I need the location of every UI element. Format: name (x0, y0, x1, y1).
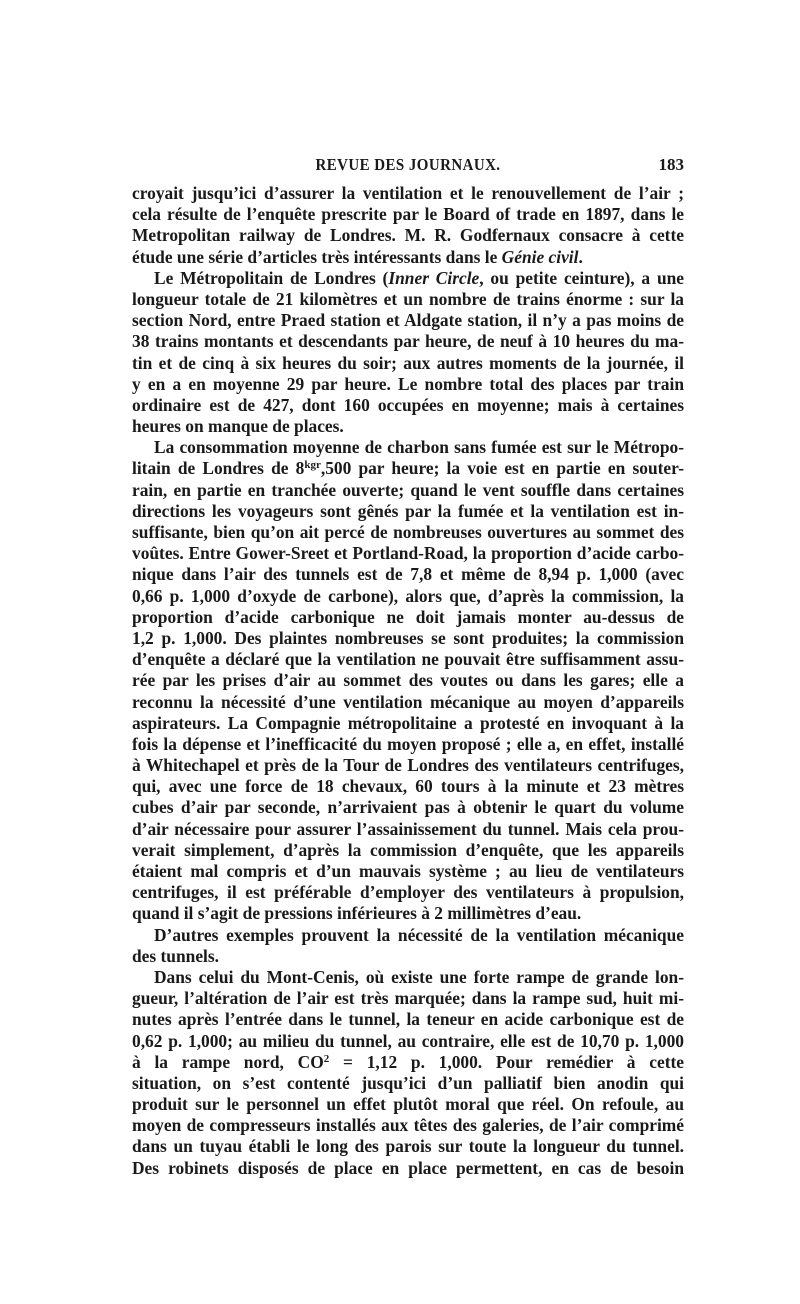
text-line: rée par les prises d’air au sommet des voutes ou dans les gares; elle a (132, 670, 684, 691)
text-line: 0,62 p. 1,000; au milieu du tunnel, au contraire, elle est de 10,70 p. 1,000 (132, 1030, 684, 1051)
text-line: D’autres exemples prouvent la nécessité de la ventilation mécanique (154, 924, 684, 945)
text-line: étude une série d’articles très intéressants dans le Génie civil. (132, 246, 583, 267)
text-line: d’air nécessaire pour assurer l’assainissement du tunnel. Mais cela prou- (132, 818, 684, 839)
text-line: ordinaire est de 427, dont 160 occupées en moyenne; mais à certaines (132, 394, 684, 415)
text-line: suffisante, bien qu’on ait percé de nombreuses ouvertures au sommet des (132, 522, 684, 542)
text-line: centrifuges, il est préférable d’employer des ventilateurs à propulsion, (132, 882, 684, 903)
text-line: des tunnels. (132, 945, 219, 966)
text-line: verait simplement, d’après la commission d’enquête, que les appareils (132, 839, 684, 860)
text-line: nutes après l’entrée dans le tunnel, la teneur en acide carbonique est de (132, 1009, 684, 1030)
text-line: produit sur le personnel un effet plutôt moral que réel. On refoule, au (132, 1094, 684, 1115)
page-header (132, 155, 684, 181)
text-line: situation, on s’est contenté jusqu’ici d’un palliatif bien anodin qui (132, 1072, 684, 1093)
text-line: reconnu la nécessité d’une ventilation mécanique au moyen d’appareils (132, 691, 684, 712)
text-line: tin et de cinq à six heures du soir; aux autres moments de la journée, il (132, 352, 684, 373)
text-line: 38 trains montants et descendants par heure, de neuf à 10 heures du ma- (132, 331, 684, 352)
text-line: rain, en partie en tranchée ouverte; quand le vent souffle dans certaines (132, 479, 684, 500)
page-number: 183 (658, 155, 684, 174)
text-line: dans un tuyau établi le long des parois sur toute la longueur du tunnel. (132, 1136, 684, 1157)
text-line: litain de Londres de $8^{kgr},500$ par heure; la voie est en partie en souter- (132, 458, 684, 479)
text-line: heures on manque de places. (132, 416, 344, 437)
text-line: 1,2 p. 1,000. Des plaintes nombreuses se sont produites; la commission (132, 627, 684, 648)
text-line: fois la dépense et l’inefficacité du moyen proposé ; elle a, en effet, installé (132, 733, 684, 754)
text-line: Dans celui du Mont-Cenis, où existe une forte rampe de grande lon- (154, 966, 684, 987)
text-line: section Nord, entre Praed station et Aldgate station, il n’y a pas moins de (132, 310, 684, 331)
text-line: étaient mal compris et d’un mauvais système ; au lieu de ventilateurs (132, 861, 684, 881)
running-head: REVUE DES JOURNAUX. (315, 155, 501, 174)
text-line: croyait jusqu’ici d’assurer la ventilation et le renouvellement de l’air ; (132, 183, 684, 203)
text-line: Metropolitan railway de Londres. M. R. Godfernaux consacre à cette (132, 225, 684, 246)
text-line: à Whitechapel et près de la Tour de Londres des ventilateurs centrifuges, (132, 755, 684, 776)
text-line: Des robinets disposés de place en place permettent, en cas de besoin (132, 1157, 684, 1178)
text-line: moyen de compresseurs installés aux têtes des galeries, de l’air comprimé (132, 1115, 684, 1136)
text-line: longueur totale de 21 kilomètres et un nombre de trains énorme : sur la (132, 288, 684, 309)
text-line: La consommation moyenne de charbon sans fumée est sur le Métropo- (154, 437, 684, 458)
text-line: nique dans l’air des tunnels est de 7,8 et même de 8,94 p. 1,000 (avec (132, 564, 684, 585)
text-line: voûtes. Entre Gower-Sreet et Portland-Road, la proportion d’acide carbo- (132, 543, 684, 564)
body-text (132, 183, 684, 1179)
text-line: y en a en moyenne 29 par heure. Le nombre total des places par train (132, 373, 684, 394)
text-line: 0,66 p. 1,000 d’oxyde de carbone), alors que, d’après la commission, la (132, 585, 684, 606)
text-line: gueur, l’altération de l’air est très marquée; dans la rampe sud, huit mi- (132, 988, 684, 1009)
text-line: proportion d’acide carbonique ne doit jamais monter au-dessus de (132, 606, 684, 627)
text-line: quand il s’agit de pressions inférieures à 2 millimètres d’eau. (132, 903, 582, 924)
text-line: cela résulte de l’enquête prescrite par le Board of trade en 1897, dans le (132, 204, 684, 225)
text-line: aspirateurs. La Compagnie métropolitaine a protesté en invoquant à la (132, 712, 684, 733)
text-line: Le Métropolitain de Londres (Inner Circle, ou petite ceinture), a une (154, 267, 685, 288)
text-line: cubes d’air par seconde, n’arrivaient pas à obtenir le quart du volume (132, 797, 684, 818)
text-line: d’enquête a déclaré que la ventilation ne pouvait être suffisamment assu- (132, 649, 684, 670)
text-line: à la rampe nord, $CO^2 = 1,12$ p. 1,000. Pour remédier à cette (132, 1051, 684, 1072)
text-line: directions les voyageurs sont gênés par la fumée et la ventilation est in- (132, 500, 684, 521)
text-line: qui, avec une force de 18 chevaux, 60 tours à la minute et 23 mètres (132, 776, 684, 797)
